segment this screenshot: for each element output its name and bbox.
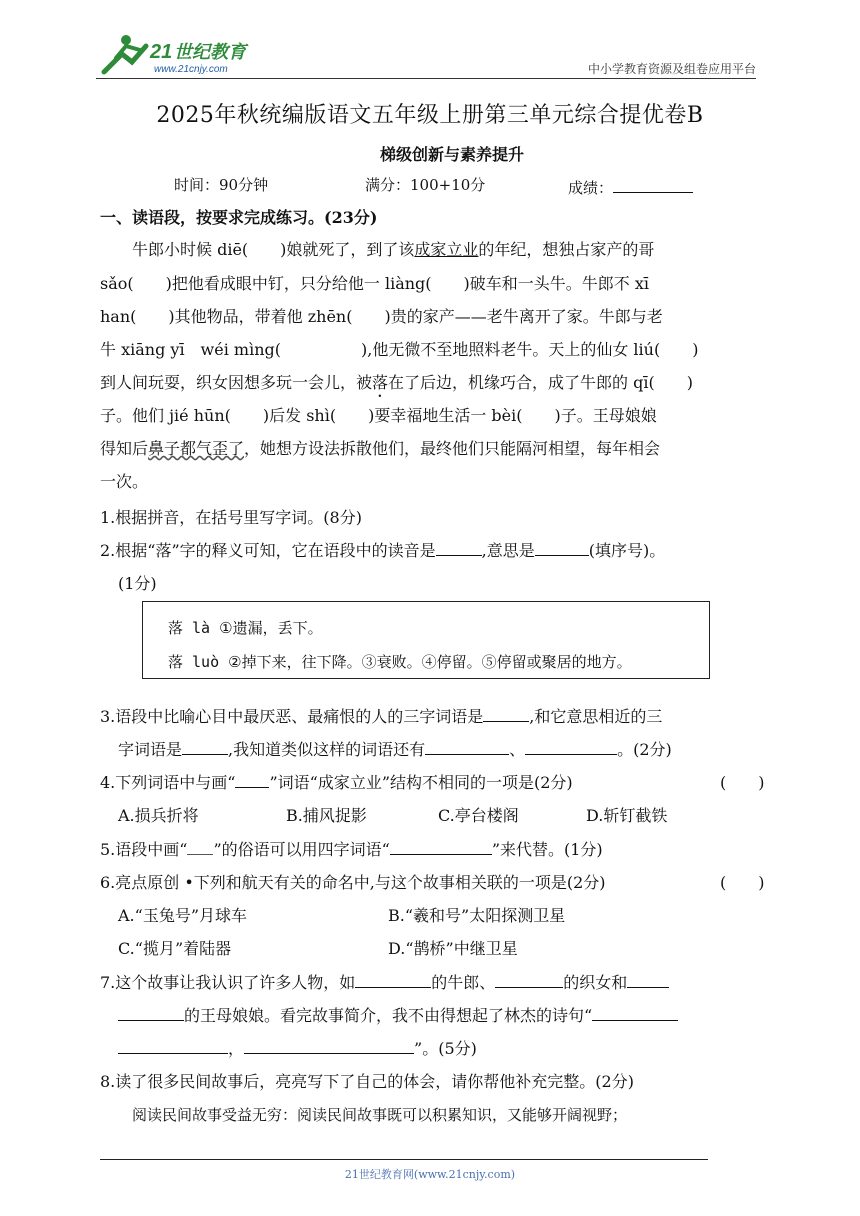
answer-blank[interactable] [118,1035,228,1054]
passage-line: 到人间玩耍，织女因想多玩一会儿，被落在了后边，机缘巧合，成了牛郎的 qī( ) [100,373,693,392]
question-8: 8.读了很多民间故事后，亮亮写下了自己的体会，请你帮他补充完整。(2分) [100,1072,634,1091]
option-b[interactable]: B.捕风捉影 [286,806,367,825]
answer-paren[interactable]: ( ) [720,873,765,892]
exam-subtitle: 梯级创新与素养提升 [380,145,525,164]
answer-blank[interactable] [627,969,669,988]
definition-line: 落 là ①遗漏，丢下。 [168,619,323,637]
passage-line: 牛 xiāng yī wéi mìng( ),他无微不至地照料老牛。天上的仙女 liú( ) [100,340,699,359]
platform-label: 中小学教育资源及组卷应用平台 [587,62,756,76]
exam-grade [568,174,693,198]
question-6: 6.亮点原创 •下列和航天有关的命名中,与这个故事相关联的一项是(2分) [100,873,606,892]
answer-blank[interactable] [436,537,482,556]
option-d[interactable]: D.“鹊桥”中继卫星 [388,939,518,958]
answer-blank[interactable] [425,736,509,755]
question-7-cont: 的王母娘娘。看完故事简介，我不由得想起了林杰的诗句“ [118,1000,760,1032]
svg-text:www.21cnjy.com: www.21cnjy.com [154,64,228,75]
underlined-phrase: 成家立业 [414,240,479,259]
answer-blank[interactable] [525,736,617,755]
exam-full-score: 满分：100+10分 [365,176,486,194]
answer-blank[interactable] [390,836,492,855]
svg-text:世纪教育: 世纪教育 [174,42,246,63]
exam-time: 时间：90分钟 [174,176,269,194]
footer-divider [100,1159,708,1160]
passage-line: 子。他们 jié hūn( )后发 shì( )要幸福地生活一 bèi( )子。王母娘娘 [100,406,657,425]
site-logo [96,32,266,78]
definition-line: 落 luò ②掉下来，往下降。③衰败。④停留。⑤停留或聚居的地方。 [168,653,632,671]
option-a[interactable]: A.损兵折将 [118,806,199,825]
question-1: 1.根据拼音，在括号里写字词。(8分) [100,508,362,527]
grade-label: 成绩： [568,179,614,197]
wavy-sample [187,840,213,855]
question-4: 4.下列词语中与画“ ”词语“成家立业”结构不相同的一项是(2分) [100,773,573,792]
option-c[interactable]: C.亭台楼阁 [438,806,519,825]
answer-blank[interactable] [355,969,431,988]
header-divider [96,78,756,79]
option-b[interactable]: B.“羲和号”太阳探测卫星 [388,906,566,925]
option-d[interactable]: D.斩钉截铁 [586,806,668,825]
question-7: 7.这个故事让我认识了许多人物，如 的牛郎、 的织女和 [100,967,760,999]
passage-line: sǎo( )把他看成眼中钉，只分给他一 liàng( )破车和一头牛。牛郎不 xī [100,274,649,293]
answer-paren[interactable]: ( ) [720,773,765,792]
question-5: 5.语段中画“ ”的俗语可以用四字词语“ ”来代替。(1分) [100,834,760,866]
exam-title: 2025年秋统编版语文五年级上册第三单元综合提优卷B [156,103,704,128]
passage-line: 一次。 [100,472,149,491]
wavy-underlined-phrase: 鼻子都气歪了 [148,439,245,458]
answer-blank[interactable] [182,736,228,755]
dotted-char: 落 [372,373,389,392]
passage-line: han( )其他物品，带着他 zhēn( )贵的家产——老牛离开了家。牛郎与老 [100,307,663,326]
footer-text: 21世纪教育网(www.21cnjy.com) [344,1168,516,1181]
answer-blank[interactable] [118,1002,184,1021]
answer-blank[interactable] [483,703,529,722]
grade-blank[interactable] [613,174,693,193]
svg-text:21: 21 [150,41,173,63]
answer-blank[interactable] [244,1035,414,1054]
question-2: 2.根据“落”字的释义可知，它在语段中的读音是 ,意思是 (填序号)。 [100,535,760,567]
passage-line: 牛郎小时候 diē( )娘就死了，到了该成家立业的年纪，想独占家产的哥 [132,240,655,259]
answer-blank[interactable] [592,1002,678,1021]
question-3-cont: 字词语是 ,我知道类似这样的词语还有 、 。(2分) [118,734,760,766]
question-8-text: 阅读民间故事受益无穷：阅读民间故事既可以积累知识，又能够开阔视野； [132,1106,628,1124]
underline-sample [235,773,269,788]
answer-blank[interactable] [535,537,589,556]
passage-line: 得知后鼻子都气歪了，她想方设法拆散他们，最终他们只能隔河相望，每年相会 [100,439,661,458]
question-7-cont: ， ”。(5分) [118,1033,760,1065]
question-2-score: (1分) [118,574,157,593]
question-3: 3.语段中比喻心目中最厌恶、最痛恨的人的三字词语是 ,和它意思相近的三 [100,701,760,733]
answer-blank[interactable] [495,969,563,988]
section-heading: 一、读语段，按要求完成练习。(23分) [100,208,378,227]
option-c[interactable]: C.“揽月”着陆器 [118,939,232,958]
option-a[interactable]: A.“玉兔号”月球车 [118,906,248,925]
